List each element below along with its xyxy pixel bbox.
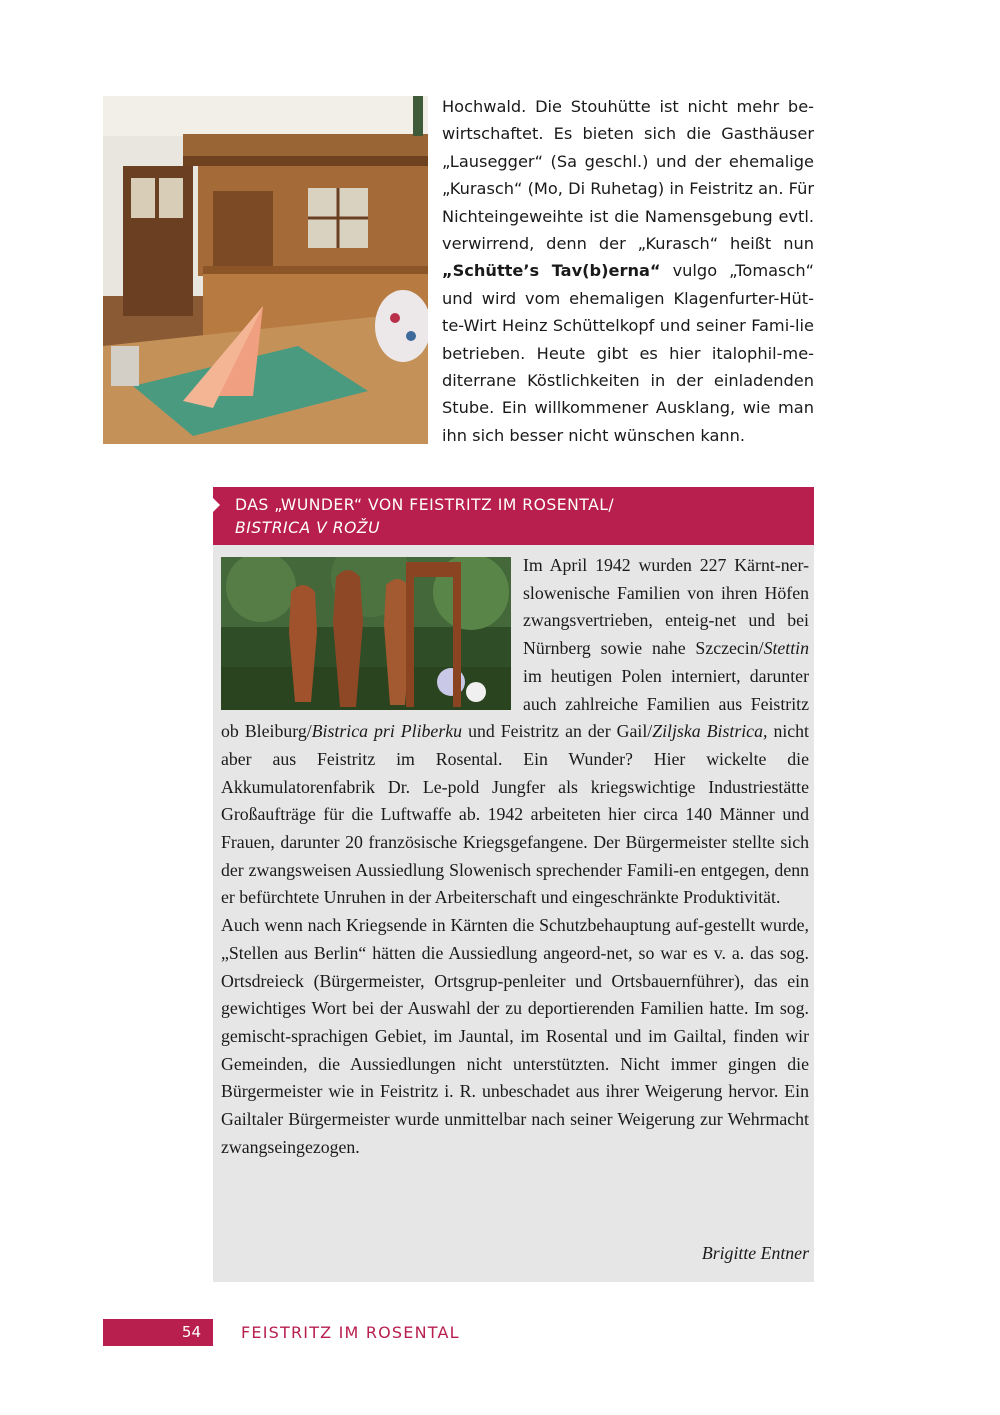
p1-text-b: im heutigen Polen interniert, darunter auch zahlreiche Familien aus Feistritz ob Bleiburg/ — [221, 665, 809, 742]
page-number: 54 — [103, 1319, 213, 1346]
restaurant-interior-photo — [103, 96, 428, 444]
p1-italic-ziljska-bistrica: Ziljska Bistrica, — [652, 721, 768, 742]
footer-section-title: FEISTRITZ IM ROSENTAL — [241, 1323, 460, 1342]
info-box-paragraph-2: Auch wenn nach Kriegsende in Kärnten die Schutzbehauptung auf-gestellt wurde, „Stellen aus Berlin“ hätten die Aussiedlung angeord-net, so war es v. a. das sog. Ortsdreieck (Bürgermeister, Ortsgrup-penleiter und Ortsbauernführer), das ein gewichtiges Wort bei der Auswahl der zu deportierenden Familien hatte. Im sog. gemischt-sprachigen Gebiet, im Jauntal, im Rosental und im Gailtal, finden wir Gemeinden, die Aussiedlungen nicht unterstützten. Nicht immer gingen die Bürgermeister wie in Feistritz i. R. unbeschadet aus ihrer Weigerung hervor. Ein Gailtaler Bürgermeister wurde unmittelbar nach seiner Weigerung zur Wehrmacht zwangseingezogen. — [221, 915, 809, 1157]
photo-float-spacer — [221, 552, 523, 712]
info-box-title-line2: BISTRICA V ROŽU — [235, 519, 380, 537]
p1-text-c: und Feistritz an der Gail/ — [462, 721, 653, 742]
intro-text-part1: Hochwald. Die Stouhütte ist nicht mehr be-wirtschaftet. Es bieten sich die Gasthäuser „Lausegger“ (Sa geschl.) und der ehemalige „Kurasch“ (Mo, Di Ruhetag) in Feistritz an. Für Nichteingeweihte ist die Namensgebung evtl. verwirrend, denn der „Kurasch“ heißt nun — [442, 97, 814, 254]
header-notch-marker — [213, 498, 220, 512]
p1-italic-stettin: Stettin — [763, 638, 809, 659]
intro-text-part2: vulgo „Tomasch“ und wird vom ehemaligen Klagenfurter-Hüt-te-Wirt Heinz Schüttelkopf und seiner Fami-lie betrieben. Heute gibt es hier italophil-me-diterrane Köstlichkeiten in der einladenden Stube. Ein willkommener Ausklang, wie man ihn sich besser nicht wünschen kann. — [442, 261, 814, 445]
restaurant-interior-image — [103, 96, 428, 444]
p1-text-d: nicht aber aus Feistritz im Rosental. Ein Wunder? Hier wickelte die Akkumulatorenfabrik Dr. Le-pold Jungfer als kriegswichtige Industriestätte Großaufträge für die Luftwaffe ab. 1942 arbeiteten hier circa 140 Männer und Frauen, darunter 20 französische Kriegsgefangene. Der Bürgermeister stellte sich der zwangsweisen Aussiedlung Slowenisch sprechender Famili-en entgegen, denn er befürchtete Unruhen in der Arbeiterschaft und eingeschränkte Produktivität. — [221, 721, 809, 908]
intro-paragraph — [442, 93, 814, 449]
info-box-title-line1: DAS „WUNDER“ VON FEISTRITZ IM ROSENTAL/ — [235, 496, 615, 514]
p1-italic-bistrica-pri-pliberku: Bistrica pri Pliberku — [311, 721, 463, 742]
author-signature: Brigitte Entner — [701, 1243, 809, 1263]
info-box-text — [221, 552, 809, 1161]
info-box-header — [213, 487, 814, 545]
intro-text-bold-name: „Schütte’s Tav(b)erna“ — [442, 261, 661, 281]
p1-text-a: Im April 1942 wurden 227 Kärnt-ner-slowenische Familien von ihren Höfen zwangsvertrieben, enteig-net und bei Nürnberg sowie nahe Szczecin/ — [523, 555, 809, 659]
